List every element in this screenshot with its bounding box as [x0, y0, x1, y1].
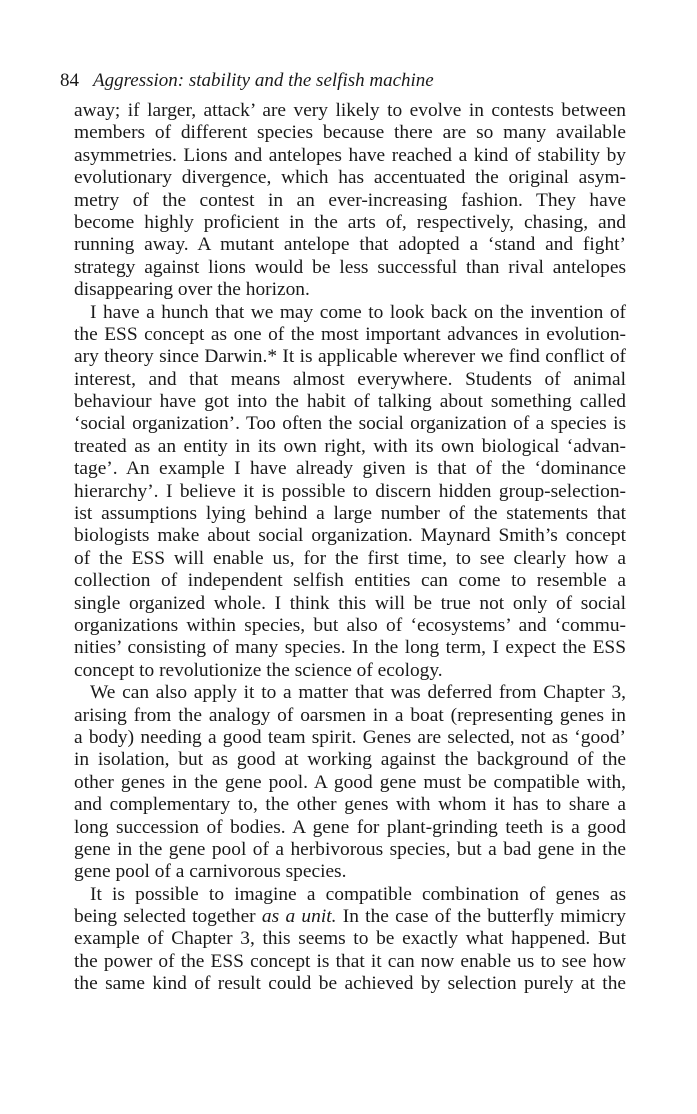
text-line: running away. A mutant antelope that adopted a ‘stand and fight’	[74, 234, 626, 256]
running-header	[60, 70, 640, 92]
text-line: collection of independent selfish entities can come to resemble a	[74, 570, 626, 592]
text-line: ist assumptions lying behind a large number of the statements that	[74, 503, 626, 525]
text-line: gene pool of a carnivorous species.	[74, 861, 347, 883]
text-line: and complementary to, the other genes with whom it has to share a	[74, 794, 626, 816]
text-line: away; if larger, attack’ are very likely to evolve in contests between	[74, 100, 626, 121]
text-line: organizations within species, but also of ‘ecosystems’ and ‘commu-	[74, 614, 626, 636]
paragraph-4	[74, 884, 626, 996]
text-line: a body) needing a good team spirit. Genes are selected, not as ‘good’	[74, 726, 626, 748]
text-line: treated as an entity in its own right, with its own biological ‘advan-	[74, 435, 626, 457]
text-line: strategy against lions would be less successful than rival antelopes	[74, 256, 626, 278]
paragraph-1	[74, 100, 626, 302]
text-line: example of Chapter 3, this seems to be exactly what happened. But	[74, 928, 626, 950]
text-span: being selected together	[74, 906, 262, 928]
text-line: asymmetries. Lions and antelopes have reached a kind of stability by	[74, 144, 626, 166]
text-line: long succession of bodies. A gene for plant-grinding teeth is a good	[74, 816, 626, 838]
text-line: in isolation, but as good at working against the background of the	[74, 749, 626, 771]
text-line: the ESS concept as one of the most important advances in evolution-	[74, 323, 626, 345]
text-line: biologists make about social organization. Maynard Smith’s concept	[74, 525, 626, 547]
text-line: become highly proficient in the arts of, respectively, chasing, and	[74, 211, 626, 233]
text-line: ary theory since Darwin.* It is applicable wherever we find conflict of	[74, 346, 626, 368]
text-line: the power of the ESS concept is that it can now enable us to see how	[74, 950, 626, 972]
text-line: evolutionary divergence, which has accentuated the original asym-	[74, 167, 626, 189]
text-span: In the case of the butterfly mimicry	[336, 906, 626, 928]
text-line: of the ESS will enable us, for the first time, to see clearly how a	[74, 547, 626, 569]
text-line: I have a hunch that we may come to look back on the invention of	[90, 301, 626, 323]
paragraph-3	[74, 682, 626, 884]
emphasis-text: as a unit.	[261, 906, 337, 928]
text-line: interest, and that means almost everywhere. Students of animal	[74, 368, 626, 390]
text-line: nities’ consisting of many species. In the long term, I expect the ESS	[74, 637, 626, 659]
text-line: behaviour have got into the habit of talking about something called	[74, 391, 626, 413]
text-line: disappearing over the horizon.	[74, 279, 310, 301]
text-line: members of different species because there are so many available	[74, 122, 626, 144]
text-line: ‘social organization’. Too often the social organization of a species is	[74, 413, 626, 435]
text-line: arising from the analogy of oarsmen in a boat (representing genes in	[74, 704, 626, 726]
text-line: tage’. An example I have already given is that of the ‘dominance	[74, 458, 626, 480]
text-line: metry of the contest in an ever-increasing fashion. They have	[74, 189, 626, 211]
body-text	[74, 100, 626, 996]
paragraph-2	[74, 302, 626, 683]
text-line-with-emphasis	[74, 906, 626, 928]
text-line: other genes in the gene pool. A good gene must be compatible with,	[74, 771, 626, 793]
text-line: gene in the gene pool of a herbivorous species, but a bad gene in the	[74, 838, 626, 860]
page-number: 84	[60, 70, 79, 91]
text-line: single organized whole. I think this will be true not only of social	[74, 592, 626, 614]
running-title: Aggression: stability and the selfish machine	[93, 70, 434, 91]
text-line: concept to revolutionize the science of ecology.	[74, 659, 443, 681]
text-line: the same kind of result could be achieved by selection purely at the	[74, 973, 626, 995]
text-line: We can also apply it to a matter that was deferred from Chapter 3,	[90, 682, 626, 704]
text-line: It is possible to imagine a compatible combination of genes as	[90, 883, 626, 905]
text-line: hierarchy’. I believe it is possible to discern hidden group-selection-	[74, 480, 626, 502]
